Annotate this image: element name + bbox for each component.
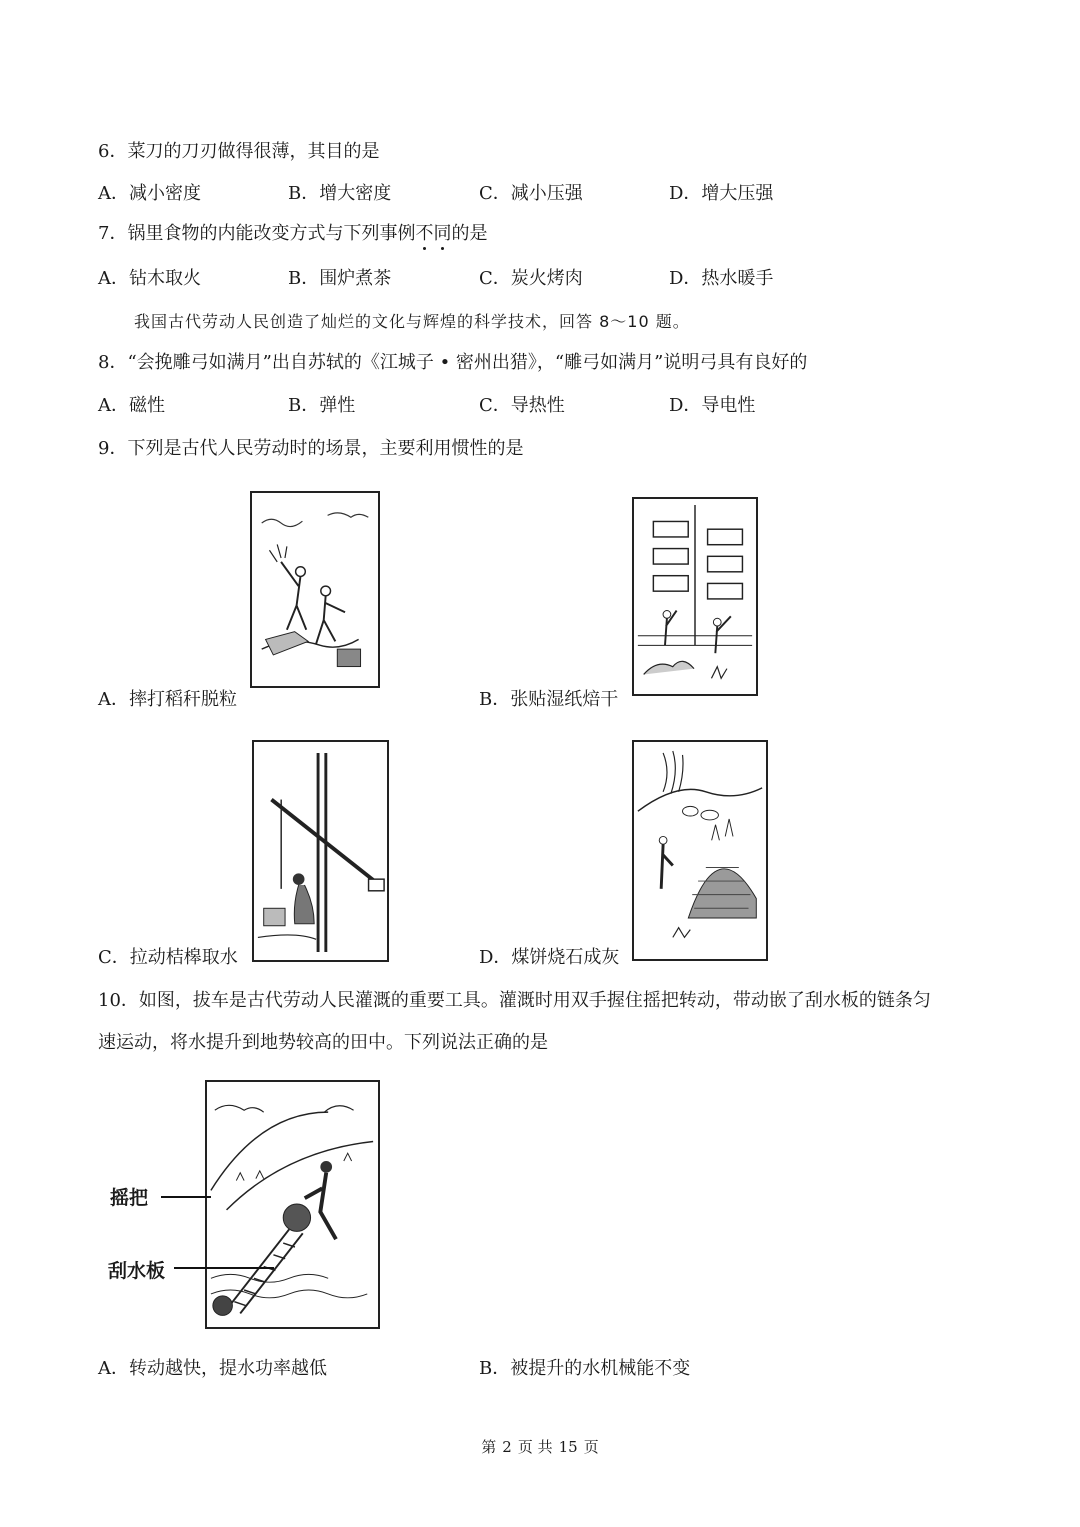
q8-option-a: A．磁性 (98, 395, 165, 416)
q6-stem: 6．菜刀的刀刃做得很薄，其目的是 (98, 141, 380, 162)
scraper-label: 刮水板 (108, 1260, 166, 1282)
q9-option-d: D．煤饼烧石成灰 (479, 947, 620, 968)
q10-option-a: A．转动越快，提水功率越低 (98, 1358, 327, 1379)
section-intro: 我国古代劳动人民创造了灿烂的文化与辉煌的科学技术，回答 8～10 题。 (134, 312, 690, 331)
q10-stem-line2: 速运动，将水提升到地势较高的田中。下列说法正确的是 (98, 1032, 548, 1053)
q10-option-b: B．被提升的水机械能不变 (479, 1358, 691, 1379)
q7-stem (98, 222, 487, 246)
paper-drying-illustration (632, 497, 758, 696)
q7-stem-part: 的是 (451, 223, 488, 244)
threshing-illustration (250, 491, 380, 688)
page-footer (0, 1436, 1080, 1457)
q6-option-d: D．增大压强 (669, 183, 774, 204)
q9-option-b: B．张贴湿纸焙干 (479, 689, 619, 710)
lime-burning-drawing (634, 742, 766, 959)
q9-stem: 9．下列是古代人民劳动时的场景，主要利用惯性的是 (98, 438, 524, 459)
total-pages: 15 (558, 1438, 578, 1456)
q8-option-b: B．弹性 (288, 395, 356, 416)
q8-stem: 8．“会挽雕弓如满月”出自苏轼的《江城子 • 密州出猎》，“雕弓如满月”说明弓具有良好的 (98, 352, 808, 373)
q8-option-c: C．导热性 (479, 395, 565, 416)
q7-stem-part: 7．锅里食物的内能改变方式与下列事例 (98, 223, 416, 244)
page-number: 2 (502, 1438, 512, 1456)
chain-pump-illustration (205, 1080, 380, 1329)
threshing-drawing (252, 493, 378, 686)
q10-stem-line1: 10．如图，拔车是古代劳动人民灌溉的重要工具。灌溉时用双手握住摇把转动，带动嵌了刮水板的链条匀 (98, 990, 931, 1011)
q7-option-a: A．钻木取火 (98, 268, 201, 289)
footer-middle: 页 共 (517, 1438, 553, 1456)
q6-option-a: A．减小密度 (98, 183, 201, 204)
q7-emphasis-char: 不 (415, 223, 434, 244)
q7-option-d: D．热水暖手 (669, 268, 774, 289)
paper-drying-drawing (634, 499, 756, 694)
q6-option-c: C．减小压强 (479, 183, 583, 204)
footer-suffix: 页 (583, 1438, 599, 1456)
well-sweep-drawing (254, 742, 387, 960)
chain-pump-drawing (207, 1082, 378, 1327)
q9-option-a: A．摔打稻秆脱粒 (98, 689, 237, 710)
well-sweep-illustration (252, 740, 389, 962)
q9-option-c: C．拉动桔槔取水 (98, 947, 238, 968)
q7-option-c: C．炭火烤肉 (479, 268, 583, 289)
crank-callout-line (161, 1196, 211, 1198)
footer-prefix: 第 (481, 1438, 497, 1456)
q7-option-b: B．围炉煮茶 (288, 268, 392, 289)
crank-label: 摇把 (110, 1187, 149, 1209)
q6-option-b: B．增大密度 (288, 183, 392, 204)
q7-emphasis-char: 同 (433, 223, 452, 244)
scraper-callout-line (174, 1267, 274, 1269)
q8-option-d: D．导电性 (669, 395, 756, 416)
lime-burning-illustration (632, 740, 768, 961)
